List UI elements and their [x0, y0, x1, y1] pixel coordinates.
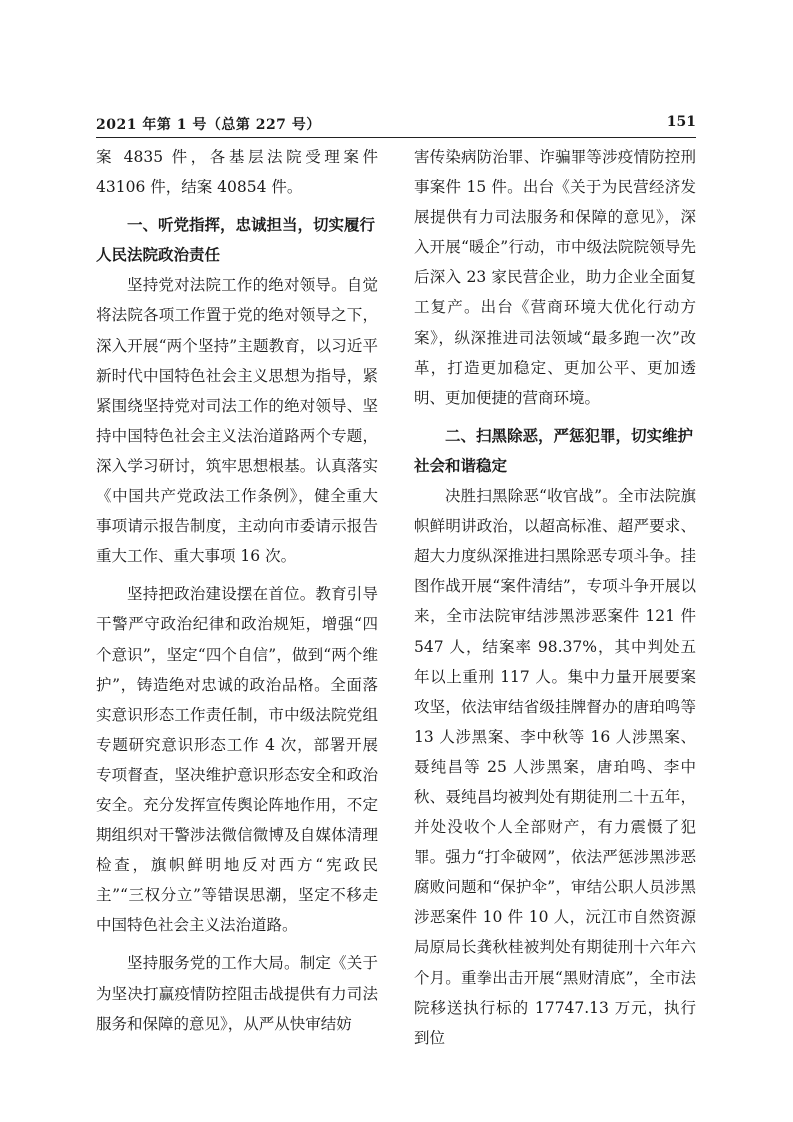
- paragraph: 坚持服务党的工作大局。制定《关于为坚决打赢疫情防控阻击战提供有力司法服务和保障的意见》，从严从快审结妨: [96, 954, 378, 1033]
- right-column: [414, 142, 696, 1053]
- left-column: [96, 142, 378, 1039]
- issue-label: 2021 年第 1 号（总第 227 号）: [96, 117, 321, 133]
- section-heading-2: 二、扫黑除恶，严惩犯罪，切实维护社会和谐稳定: [414, 426, 694, 475]
- paragraph: 坚持把政治建设摆在首位。教育引导干警严守政治纪律和政治规矩，增强“四个意识”，坚定“四个自信”，做到“两个维护”，铸造绝对忠诚的政治品格。全面落实意识形态工作责任制，市中级法院党组专题研究意识形态工作 4 次，部署开展专项督查，坚决维护意识形态安全和政治安全。充分发挥宣传舆论阵地作用，不定期组织对干警涉法微信微博及自媒体清理检查，旗帜鲜明地反对西方“宪政民主”“三权分立”等错误思潮，坚定不移走中国特色社会主义法治道路。: [96, 585, 378, 935]
- paragraph: 坚持党对法院工作的绝对领导。自觉将法院各项工作置于党的绝对领导之下，深入开展“两个坚持”主题教育，以习近平新时代中国特色社会主义思想为指导，紧紧围绕坚持党对司法工作的绝对领导、坚持中国特色社会主义法治道路两个专题，深入学习研讨，筑牢思想根基。认真落实《中国共产党政法工作条例》，健全重大事项请示报告制度，主动向市委请示报告重大工作、重大事项 16 次。: [96, 276, 378, 566]
- running-header: [96, 114, 696, 136]
- section-heading-1: 一、听党指挥，忠诚担当，切实履行人民法院政治责任: [96, 216, 376, 265]
- paragraph: 决胜扫黑除恶“收官战”。全市法院旗帜鲜明讲政治，以超高标准、超严要求、超大力度纵深推进扫黑除恶专项斗争。挂图作战开展“案件清结”，专项斗争开展以来，全市法院审结涉黑涉恶案件 121 件 547 人，结案率 98.37%，其中判处五年以上重刑 117 人。集中力量开展要案攻坚，依法审结省级挂牌督办的唐珀鸣等 13 人涉黑案、李中秋等 16 人涉黑案、聂纯昌等 25 人涉黑案，唐珀鸣、李中秋、聂纯昌均被判处有期徒刑二十五年，并处没收个人全部财产，有力震慑了犯罪。强力“打伞破网”，依法严惩涉黑涉恶腐败问题和“保护伞”，审结公职人员涉黑涉恶案件 10 件 10 人，沅江市自然资源局原局长龚秋桂被判处有期徒刑十六年六个月。重拳出击开展“黑财清底”，全市法院移送执行标的 17747.13 万元，执行到位: [414, 487, 696, 1047]
- header-rule: [96, 137, 696, 138]
- page-number: 151: [666, 114, 696, 130]
- paragraph: 害传染病防治罪、诈骗罪等涉疫情防控刑事案件 15 件。出台《关于为民营经济发展提供有力司法服务和保障的意见》，深入开展“暖企”行动，市中级法院院领导先后深入 23 家民营企业，助力企业全面复工复产。出台《营商环境大优化行动方案》，纵深推进司法领域“最多跑一次”改革，打造更加稳定、更加公平、更加透明、更加便捷的营商环境。: [414, 148, 696, 407]
- paragraph: 案 4835 件，各基层法院受理案件 43106 件，结案 40854 件。: [96, 148, 378, 197]
